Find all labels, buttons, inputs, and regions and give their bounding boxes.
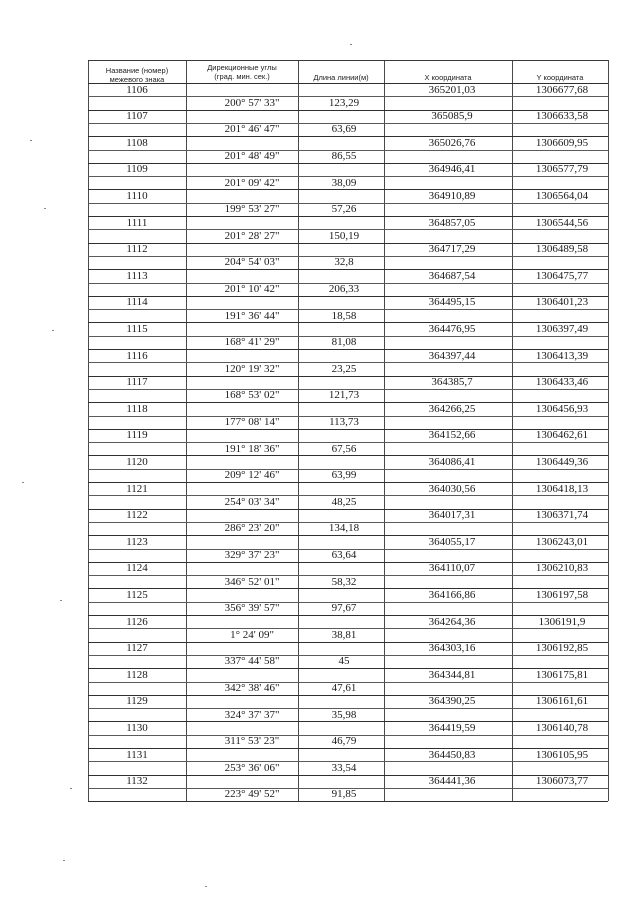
line-length: 150,19 [328, 229, 360, 242]
x-coordinate: 364910,89 [428, 189, 476, 202]
y-coordinate: 1306105,95 [535, 748, 589, 761]
line-length: 38,81 [331, 628, 357, 641]
direction-angle: 177° 08' 14" [224, 416, 280, 428]
scan-speck [70, 788, 72, 789]
direction-angle: 337° 44' 58" [224, 655, 280, 668]
table-row-rule [88, 229, 608, 230]
direction-angle: 191° 36' 44" [224, 309, 280, 322]
x-coordinate: 364495,15 [428, 296, 476, 309]
x-coordinate: 364441,36 [428, 775, 476, 788]
line-length: 57,26 [331, 203, 357, 216]
table-row-rule [88, 721, 608, 722]
line-length: 45 [338, 655, 350, 668]
direction-angle: 356° 39' 57" [224, 602, 280, 615]
y-coordinate: 1306192,85 [535, 642, 589, 655]
table-column-divider [512, 60, 513, 801]
table-row-rule [88, 469, 608, 470]
y-coordinate: 1306140,78 [535, 721, 589, 734]
direction-angle: 201° 09' 42" [224, 176, 280, 189]
line-length: 86,55 [331, 150, 357, 162]
point-name: 1128 [126, 668, 148, 681]
line-length: 123,29 [328, 96, 360, 109]
table-row-rule [88, 642, 608, 643]
line-length: 46,79 [331, 735, 357, 748]
table-row-rule [88, 562, 608, 563]
direction-angle: 201° 28' 27" [224, 229, 280, 242]
table-row-rule [88, 495, 608, 496]
scan-speck [205, 886, 207, 887]
table-row-rule [88, 150, 608, 151]
y-coordinate: 1306433,46 [535, 376, 589, 389]
x-coordinate: 364166,86 [428, 588, 476, 601]
direction-angle: 191° 18' 36" [224, 442, 280, 455]
y-coordinate: 1306371,74 [535, 509, 589, 522]
x-coordinate: 365201,03 [428, 83, 476, 96]
table-row-rule [88, 176, 608, 177]
table-row-rule [88, 309, 608, 310]
point-name: 1121 [126, 482, 148, 495]
direction-angle: 342° 38' 46" [224, 682, 280, 694]
y-coordinate: 1306397,49 [535, 322, 589, 335]
table-row-rule [88, 588, 608, 589]
y-coordinate: 1306191,9 [538, 615, 586, 628]
header-angle-line2: (град. мин. сек.) [214, 72, 270, 81]
y-coordinate: 1306210,83 [535, 562, 589, 575]
y-coordinate: 1306633,58 [535, 110, 589, 123]
table-row-rule [88, 748, 608, 749]
table-row-rule [88, 163, 608, 164]
x-coordinate: 364055,17 [428, 535, 476, 548]
point-name: 1131 [126, 748, 148, 761]
header-x: Х координата [424, 73, 472, 82]
x-coordinate: 364110,07 [428, 562, 476, 575]
x-coordinate: 364264,36 [428, 615, 476, 628]
table-row-rule [88, 429, 608, 430]
table-row-rule [88, 668, 608, 669]
table-row-rule [88, 735, 608, 736]
table-row-rule [88, 775, 608, 776]
direction-angle: 201° 48' 49" [224, 150, 280, 162]
direction-angle: 199° 53' 27" [224, 203, 280, 216]
point-name: 1126 [126, 615, 148, 628]
direction-angle: 1° 24' 09" [230, 628, 274, 641]
y-coordinate: 1306413,39 [535, 349, 589, 362]
point-name: 1132 [126, 775, 148, 788]
line-length: 35,98 [331, 708, 357, 721]
header-name-line2: межевого знака [109, 75, 165, 84]
table-row-rule [88, 110, 608, 111]
direction-angle: 200° 57' 33" [224, 96, 280, 109]
direction-angle: 204° 54' 03" [224, 256, 280, 269]
table-row-rule [88, 482, 608, 483]
table-row-rule [88, 509, 608, 510]
direction-angle: 168° 41' 29" [224, 336, 280, 349]
table-row-rule [88, 549, 608, 550]
point-name: 1112 [126, 243, 148, 256]
y-coordinate: 1306197,58 [535, 588, 589, 601]
scan-speck [52, 330, 54, 331]
direction-angle: 254° 03' 34" [224, 495, 280, 508]
x-coordinate: 364017,31 [428, 509, 476, 522]
direction-angle: 286° 23' 20" [224, 522, 280, 535]
table-row-rule [88, 535, 608, 536]
point-name: 1127 [126, 642, 148, 655]
table-column-divider [186, 60, 187, 801]
scan-speck [30, 140, 32, 141]
table-row-rule [88, 296, 608, 297]
table-row-rule [88, 256, 608, 257]
y-coordinate: 1306243,01 [535, 535, 589, 548]
line-length: 33,54 [331, 761, 357, 774]
point-name: 1119 [126, 429, 148, 442]
x-coordinate: 364419,59 [428, 721, 476, 734]
header-angle-line1: Дирекционные углы [207, 63, 277, 72]
table-header-top-rule [88, 60, 608, 61]
x-coordinate: 364385,7 [431, 376, 473, 389]
table-row-rule [88, 216, 608, 217]
direction-angle: 329° 37' 23" [224, 549, 280, 561]
x-coordinate: 364857,05 [428, 216, 476, 229]
point-name: 1110 [126, 189, 148, 202]
line-length: 32,8 [334, 256, 354, 269]
line-length: 113,73 [329, 416, 359, 428]
y-coordinate: 1306418,13 [535, 482, 589, 495]
x-coordinate: 364390,25 [428, 695, 476, 708]
direction-angle: 324° 37' 37" [224, 708, 280, 721]
scan-speck [44, 208, 46, 209]
x-coordinate: 364344,81 [428, 668, 476, 681]
table-column-divider [608, 60, 609, 801]
y-coordinate: 1306577,79 [535, 163, 589, 176]
point-name: 1115 [126, 322, 148, 335]
line-length: 63,69 [331, 123, 357, 136]
table-column-divider [384, 60, 385, 801]
table-row-rule [88, 349, 608, 350]
table-row-rule [88, 123, 608, 124]
line-length: 81,08 [331, 336, 357, 349]
point-name: 1120 [126, 455, 148, 468]
point-name: 1118 [126, 402, 148, 415]
y-coordinate: 1306161,61 [535, 695, 589, 708]
table-row-rule [88, 655, 608, 656]
table-row-rule [88, 203, 608, 204]
line-length: 134,18 [328, 522, 360, 535]
table-row-rule [88, 628, 608, 629]
direction-angle: 201° 10' 42" [224, 283, 280, 295]
x-coordinate: 364152,66 [428, 429, 476, 442]
direction-angle: 223° 49' 52" [224, 788, 280, 801]
line-length: 48,25 [331, 495, 357, 508]
x-coordinate: 364687,54 [428, 269, 476, 282]
y-coordinate: 1306489,58 [535, 243, 589, 256]
point-name: 1117 [126, 376, 148, 389]
header-length: Длина линии(м) [313, 73, 369, 82]
y-coordinate: 1306175,81 [535, 668, 589, 681]
header-angle [186, 63, 298, 81]
point-name: 1129 [126, 695, 148, 708]
point-name: 1116 [126, 349, 148, 362]
y-coordinate: 1306401,23 [535, 296, 589, 309]
table-row-rule [88, 682, 608, 683]
table-row-rule [88, 362, 608, 363]
table-row-rule [88, 96, 608, 97]
y-coordinate: 1306449,36 [535, 455, 589, 468]
x-coordinate: 365026,76 [428, 136, 476, 149]
direction-angle: 253° 36' 06" [224, 761, 280, 774]
line-length: 23,25 [331, 362, 357, 375]
direction-angle: 209° 12' 46" [224, 469, 280, 482]
line-length: 47,61 [331, 682, 357, 694]
table-row-rule [88, 788, 608, 789]
table-row-rule [88, 602, 608, 603]
table-row-rule [88, 708, 608, 709]
line-length: 18,58 [331, 309, 357, 322]
point-name: 1109 [126, 163, 148, 176]
y-coordinate: 1306475,77 [535, 269, 589, 282]
table-row-rule [88, 136, 608, 137]
table-row-rule [88, 761, 608, 762]
header-name-line1: Название (номер) [105, 66, 169, 75]
point-name: 1123 [126, 535, 148, 548]
line-length: 97,67 [331, 602, 357, 615]
table-column-divider [298, 60, 299, 801]
y-coordinate: 1306544,56 [535, 216, 589, 229]
direction-angle: 168° 53' 02" [224, 389, 280, 402]
direction-angle: 311° 53' 23" [224, 735, 280, 748]
point-name: 1107 [126, 110, 148, 123]
table-row-rule [88, 801, 608, 802]
scan-speck [63, 860, 65, 861]
table-row-rule [88, 322, 608, 323]
scan-speck [22, 482, 24, 483]
point-name: 1124 [126, 562, 148, 575]
x-coordinate: 364397,44 [428, 349, 476, 362]
table-row-rule [88, 416, 608, 417]
scan-speck [350, 44, 352, 45]
table-row-rule [88, 455, 608, 456]
y-coordinate: 1306564,04 [535, 189, 589, 202]
x-coordinate: 364450,83 [428, 748, 476, 761]
table-row-rule [88, 336, 608, 337]
direction-angle: 201° 46' 47" [224, 123, 280, 136]
table-column-divider [88, 60, 89, 801]
header-y: Y координата [536, 73, 584, 82]
table-row-rule [88, 243, 608, 244]
point-name: 1122 [126, 509, 148, 522]
x-coordinate: 364086,41 [428, 455, 476, 468]
y-coordinate: 1306609,95 [535, 136, 589, 149]
x-coordinate: 364946,41 [428, 163, 476, 176]
line-length: 58,32 [331, 575, 357, 588]
x-coordinate: 364476,95 [428, 322, 476, 335]
table-row-rule [88, 189, 608, 190]
line-length: 91,85 [331, 788, 357, 801]
x-coordinate: 364266,25 [428, 402, 476, 415]
x-coordinate: 364030,56 [428, 482, 476, 495]
table-row-rule [88, 269, 608, 270]
table-row-rule [88, 522, 608, 523]
point-name: 1108 [126, 136, 148, 149]
line-length: 121,73 [328, 389, 360, 402]
point-name: 1125 [126, 588, 148, 601]
point-name: 1106 [126, 83, 148, 96]
point-name: 1114 [126, 296, 148, 309]
y-coordinate: 1306677,68 [535, 83, 589, 96]
point-name: 1113 [126, 269, 148, 282]
table-row-rule [88, 575, 608, 576]
table-row-rule [88, 695, 608, 696]
line-length: 206,33 [328, 283, 360, 295]
y-coordinate: 1306456,93 [535, 402, 589, 415]
line-length: 38,09 [331, 176, 357, 189]
x-coordinate: 364303,16 [428, 642, 476, 655]
table-row-rule [88, 442, 608, 443]
table-row-rule [88, 402, 608, 403]
y-coordinate: 1306462,61 [535, 429, 589, 442]
line-length: 67,56 [331, 442, 357, 455]
direction-angle: 120° 19' 32" [224, 362, 280, 375]
table-row-rule [88, 283, 608, 284]
x-coordinate: 364717,29 [428, 243, 476, 256]
line-length: 63,99 [331, 469, 357, 482]
table-row-rule [88, 615, 608, 616]
header-name [88, 66, 186, 84]
table-row-rule [88, 389, 608, 390]
point-name: 1130 [126, 721, 148, 734]
scan-speck [60, 600, 62, 601]
y-coordinate: 1306073,77 [535, 775, 589, 788]
table-row-rule [88, 83, 608, 84]
x-coordinate: 365085,9 [431, 110, 473, 123]
point-name: 1111 [126, 216, 148, 229]
line-length: 63,64 [331, 549, 357, 561]
direction-angle: 346° 52' 01" [224, 575, 280, 588]
table-row-rule [88, 376, 608, 377]
